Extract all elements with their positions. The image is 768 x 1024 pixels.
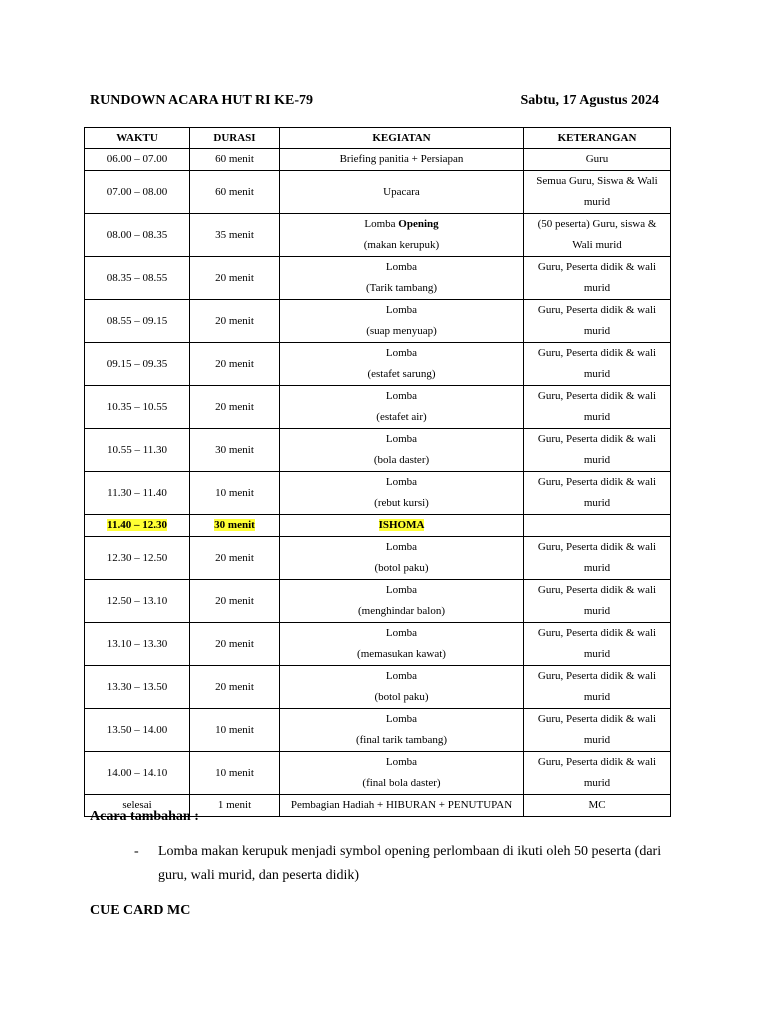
keterangan-line: murid [583, 411, 611, 423]
column-header-keterangan: KETERANGAN [524, 128, 671, 149]
cell-waktu: 08.35 – 08.55 [85, 257, 190, 300]
keterangan-line: Guru, Peserta didik & wali [537, 584, 657, 596]
cell-keterangan [524, 171, 671, 214]
cell-durasi: 20 menit [190, 666, 280, 709]
kegiatan-detail: (menghindar balon) [357, 605, 446, 617]
cell-waktu: 10.55 – 11.30 [85, 429, 190, 472]
highlighted-text: ISHOMA [378, 519, 425, 531]
cell-kegiatan [280, 752, 524, 795]
cell-kegiatan [280, 214, 524, 257]
keterangan-line: Guru, Peserta didik & wali [537, 670, 657, 682]
table-row [85, 666, 671, 709]
cell-waktu: 08.55 – 09.15 [85, 300, 190, 343]
kegiatan-line: Lomba [385, 261, 418, 273]
kegiatan-detail: (final bola daster) [362, 777, 441, 789]
column-header-kegiatan: KEGIATAN [280, 128, 524, 149]
keterangan-line: Wali murid [572, 239, 622, 251]
cell-kegiatan [280, 666, 524, 709]
kegiatan-line: Lomba [385, 627, 418, 639]
cell-waktu: 10.35 – 10.55 [85, 386, 190, 429]
cell-durasi: 20 menit [190, 580, 280, 623]
cell-durasi: 1 menit [190, 795, 280, 817]
list-item [134, 840, 674, 888]
table-row [85, 537, 671, 580]
column-header-waktu: WAKTU [85, 128, 190, 149]
keterangan-line: (50 peserta) Guru, siswa & [537, 218, 657, 230]
cell-durasi: 60 menit [190, 149, 280, 171]
kegiatan-detail: (bola daster) [373, 454, 430, 466]
keterangan-line: murid [583, 282, 611, 294]
cell-kegiatan: Briefing panitia + Persiapan [280, 149, 524, 171]
cell-keterangan [524, 709, 671, 752]
table-row [85, 580, 671, 623]
table-row [85, 257, 671, 300]
keterangan-line: Guru, Peserta didik & wali [537, 304, 657, 316]
table-row [85, 472, 671, 515]
cell-kegiatan [280, 623, 524, 666]
keterangan-line: murid [583, 777, 611, 789]
keterangan-line: murid [583, 562, 611, 574]
bullet-marker: - [134, 844, 139, 859]
cell-durasi: 10 menit [190, 709, 280, 752]
kegiatan-line: Lomba [385, 433, 418, 445]
cell-keterangan [524, 343, 671, 386]
keterangan-line: Semua Guru, Siswa & Wali [536, 175, 658, 187]
cell-durasi: 20 menit [190, 343, 280, 386]
cell-waktu: selesai [85, 795, 190, 817]
cue-card-heading: CUE CARD MC [90, 903, 191, 918]
kegiatan-detail: (botol paku) [374, 562, 429, 574]
kegiatan-line: Lomba [385, 541, 418, 553]
kegiatan-detail: (rebut kursi) [374, 497, 429, 509]
cell-keterangan [524, 429, 671, 472]
kegiatan-detail: (suap menyuap) [366, 325, 437, 337]
cell-durasi: 35 menit [190, 214, 280, 257]
cell-durasi: 20 menit [190, 623, 280, 666]
kegiatan-name: Lomba [364, 218, 396, 230]
cell-durasi: 10 menit [190, 752, 280, 795]
keterangan-line: murid [583, 605, 611, 617]
cell-durasi: 30 menit [190, 429, 280, 472]
cell-waktu: 13.10 – 13.30 [85, 623, 190, 666]
keterangan-line: murid [583, 648, 611, 660]
cell-kegiatan: Pembagian Hadiah + HIBURAN + PENUTUPAN [280, 795, 524, 817]
cell-keterangan [524, 515, 671, 537]
keterangan-line: Guru, Peserta didik & wali [537, 476, 657, 488]
cell-waktu: 13.30 – 13.50 [85, 666, 190, 709]
cell-waktu: 14.00 – 14.10 [85, 752, 190, 795]
table-row [85, 171, 671, 214]
cell-waktu: 09.15 – 09.35 [85, 343, 190, 386]
kegiatan-line: Lomba [385, 756, 418, 768]
document-title: RUNDOWN ACARA HUT RI KE-79 [90, 93, 313, 108]
kegiatan-detail: (memasukan kawat) [357, 648, 446, 660]
cell-kegiatan [280, 257, 524, 300]
cell-kegiatan [280, 580, 524, 623]
table-row [85, 386, 671, 429]
table-row [85, 343, 671, 386]
keterangan-line: murid [583, 325, 611, 337]
cell-waktu: 07.00 – 08.00 [85, 171, 190, 214]
cell-kegiatan [280, 537, 524, 580]
cell-waktu: 12.50 – 13.10 [85, 580, 190, 623]
cell-durasi: 20 menit [190, 537, 280, 580]
keterangan-line: Guru, Peserta didik & wali [537, 390, 657, 402]
cell-keterangan [524, 537, 671, 580]
keterangan-line: Guru, Peserta didik & wali [537, 347, 657, 359]
table-row [85, 623, 671, 666]
cell-durasi: 20 menit [190, 300, 280, 343]
cell-kegiatan [280, 343, 524, 386]
highlighted-text: 30 menit [214, 519, 255, 531]
rundown-table [84, 127, 671, 817]
cell-keterangan [524, 666, 671, 709]
cell-durasi: 60 menit [190, 171, 280, 214]
keterangan-line: Guru, Peserta didik & wali [537, 756, 657, 768]
kegiatan-line: Lomba [385, 476, 418, 488]
kegiatan-detail: (botol paku) [374, 691, 429, 703]
cell-keterangan [524, 472, 671, 515]
keterangan-line: murid [583, 497, 611, 509]
table-row [85, 429, 671, 472]
column-header-durasi: DURASI [190, 128, 280, 149]
cell-kegiatan [280, 709, 524, 752]
keterangan-line: murid [583, 368, 611, 380]
keterangan-line: murid [583, 454, 611, 466]
cell-kegiatan [280, 386, 524, 429]
cell-keterangan: MC [524, 795, 671, 817]
cell-waktu: 12.30 – 12.50 [85, 537, 190, 580]
cell-durasi: 10 menit [190, 472, 280, 515]
kegiatan-detail: (estafet air) [376, 411, 427, 423]
keterangan-line: murid [583, 691, 611, 703]
keterangan-line: Guru, Peserta didik & wali [537, 541, 657, 553]
table-row [85, 709, 671, 752]
cell-kegiatan [280, 429, 524, 472]
kegiatan-detail: (Tarik tambang) [365, 282, 437, 294]
bullet-text: Lomba makan kerupuk menjadi symbol opening perlombaan di ikuti oleh 50 peserta (dari guru, wali murid, dan peserta didik) [158, 844, 662, 883]
cell-keterangan: Guru [524, 149, 671, 171]
table-row [85, 752, 671, 795]
cell-kegiatan [280, 300, 524, 343]
kegiatan-line: Lomba [385, 390, 418, 402]
document-date: Sabtu, 17 Agustus 2024 [520, 93, 659, 108]
kegiatan-line: Lomba [385, 713, 418, 725]
keterangan-line: murid [583, 196, 611, 208]
cell-kegiatan [280, 515, 524, 537]
acara-tambahan-heading: Acara tambahan : [90, 809, 199, 824]
cell-keterangan [524, 257, 671, 300]
kegiatan-detail: (makan kerupuk) [363, 239, 440, 251]
table-row-ishoma [85, 515, 671, 537]
kegiatan-detail: (estafet sarung) [367, 368, 436, 380]
table-row [85, 149, 671, 171]
keterangan-line: Guru, Peserta didik & wali [537, 433, 657, 445]
kegiatan-line: Lomba [385, 347, 418, 359]
kegiatan-line [283, 214, 520, 235]
cell-durasi: 20 menit [190, 386, 280, 429]
keterangan-line: Guru, Peserta didik & wali [537, 713, 657, 725]
kegiatan-line: Lomba [385, 670, 418, 682]
cell-keterangan [524, 752, 671, 795]
cell-kegiatan [280, 472, 524, 515]
cell-durasi [190, 515, 280, 537]
cell-waktu [85, 515, 190, 537]
document-header [90, 92, 659, 110]
table-header-row [85, 128, 671, 149]
kegiatan-emphasis: Opening [398, 218, 439, 230]
table-row [85, 300, 671, 343]
cell-keterangan [524, 580, 671, 623]
cell-waktu: 06.00 – 07.00 [85, 149, 190, 171]
cell-kegiatan: Upacara [280, 171, 524, 214]
cell-durasi: 20 menit [190, 257, 280, 300]
cell-waktu: 13.50 – 14.00 [85, 709, 190, 752]
keterangan-line: murid [583, 734, 611, 746]
highlighted-text: 11.40 – 12.30 [107, 519, 167, 531]
cell-keterangan [524, 623, 671, 666]
kegiatan-line: Lomba [385, 304, 418, 316]
cell-keterangan [524, 386, 671, 429]
kegiatan-detail: (final tarik tambang) [355, 734, 448, 746]
table-row [85, 214, 671, 257]
keterangan-line: Guru, Peserta didik & wali [537, 627, 657, 639]
cell-keterangan [524, 214, 671, 257]
cell-waktu: 08.00 – 08.35 [85, 214, 190, 257]
cell-waktu: 11.30 – 11.40 [85, 472, 190, 515]
keterangan-line: Guru, Peserta didik & wali [537, 261, 657, 273]
kegiatan-line: Lomba [385, 584, 418, 596]
cell-keterangan [524, 300, 671, 343]
